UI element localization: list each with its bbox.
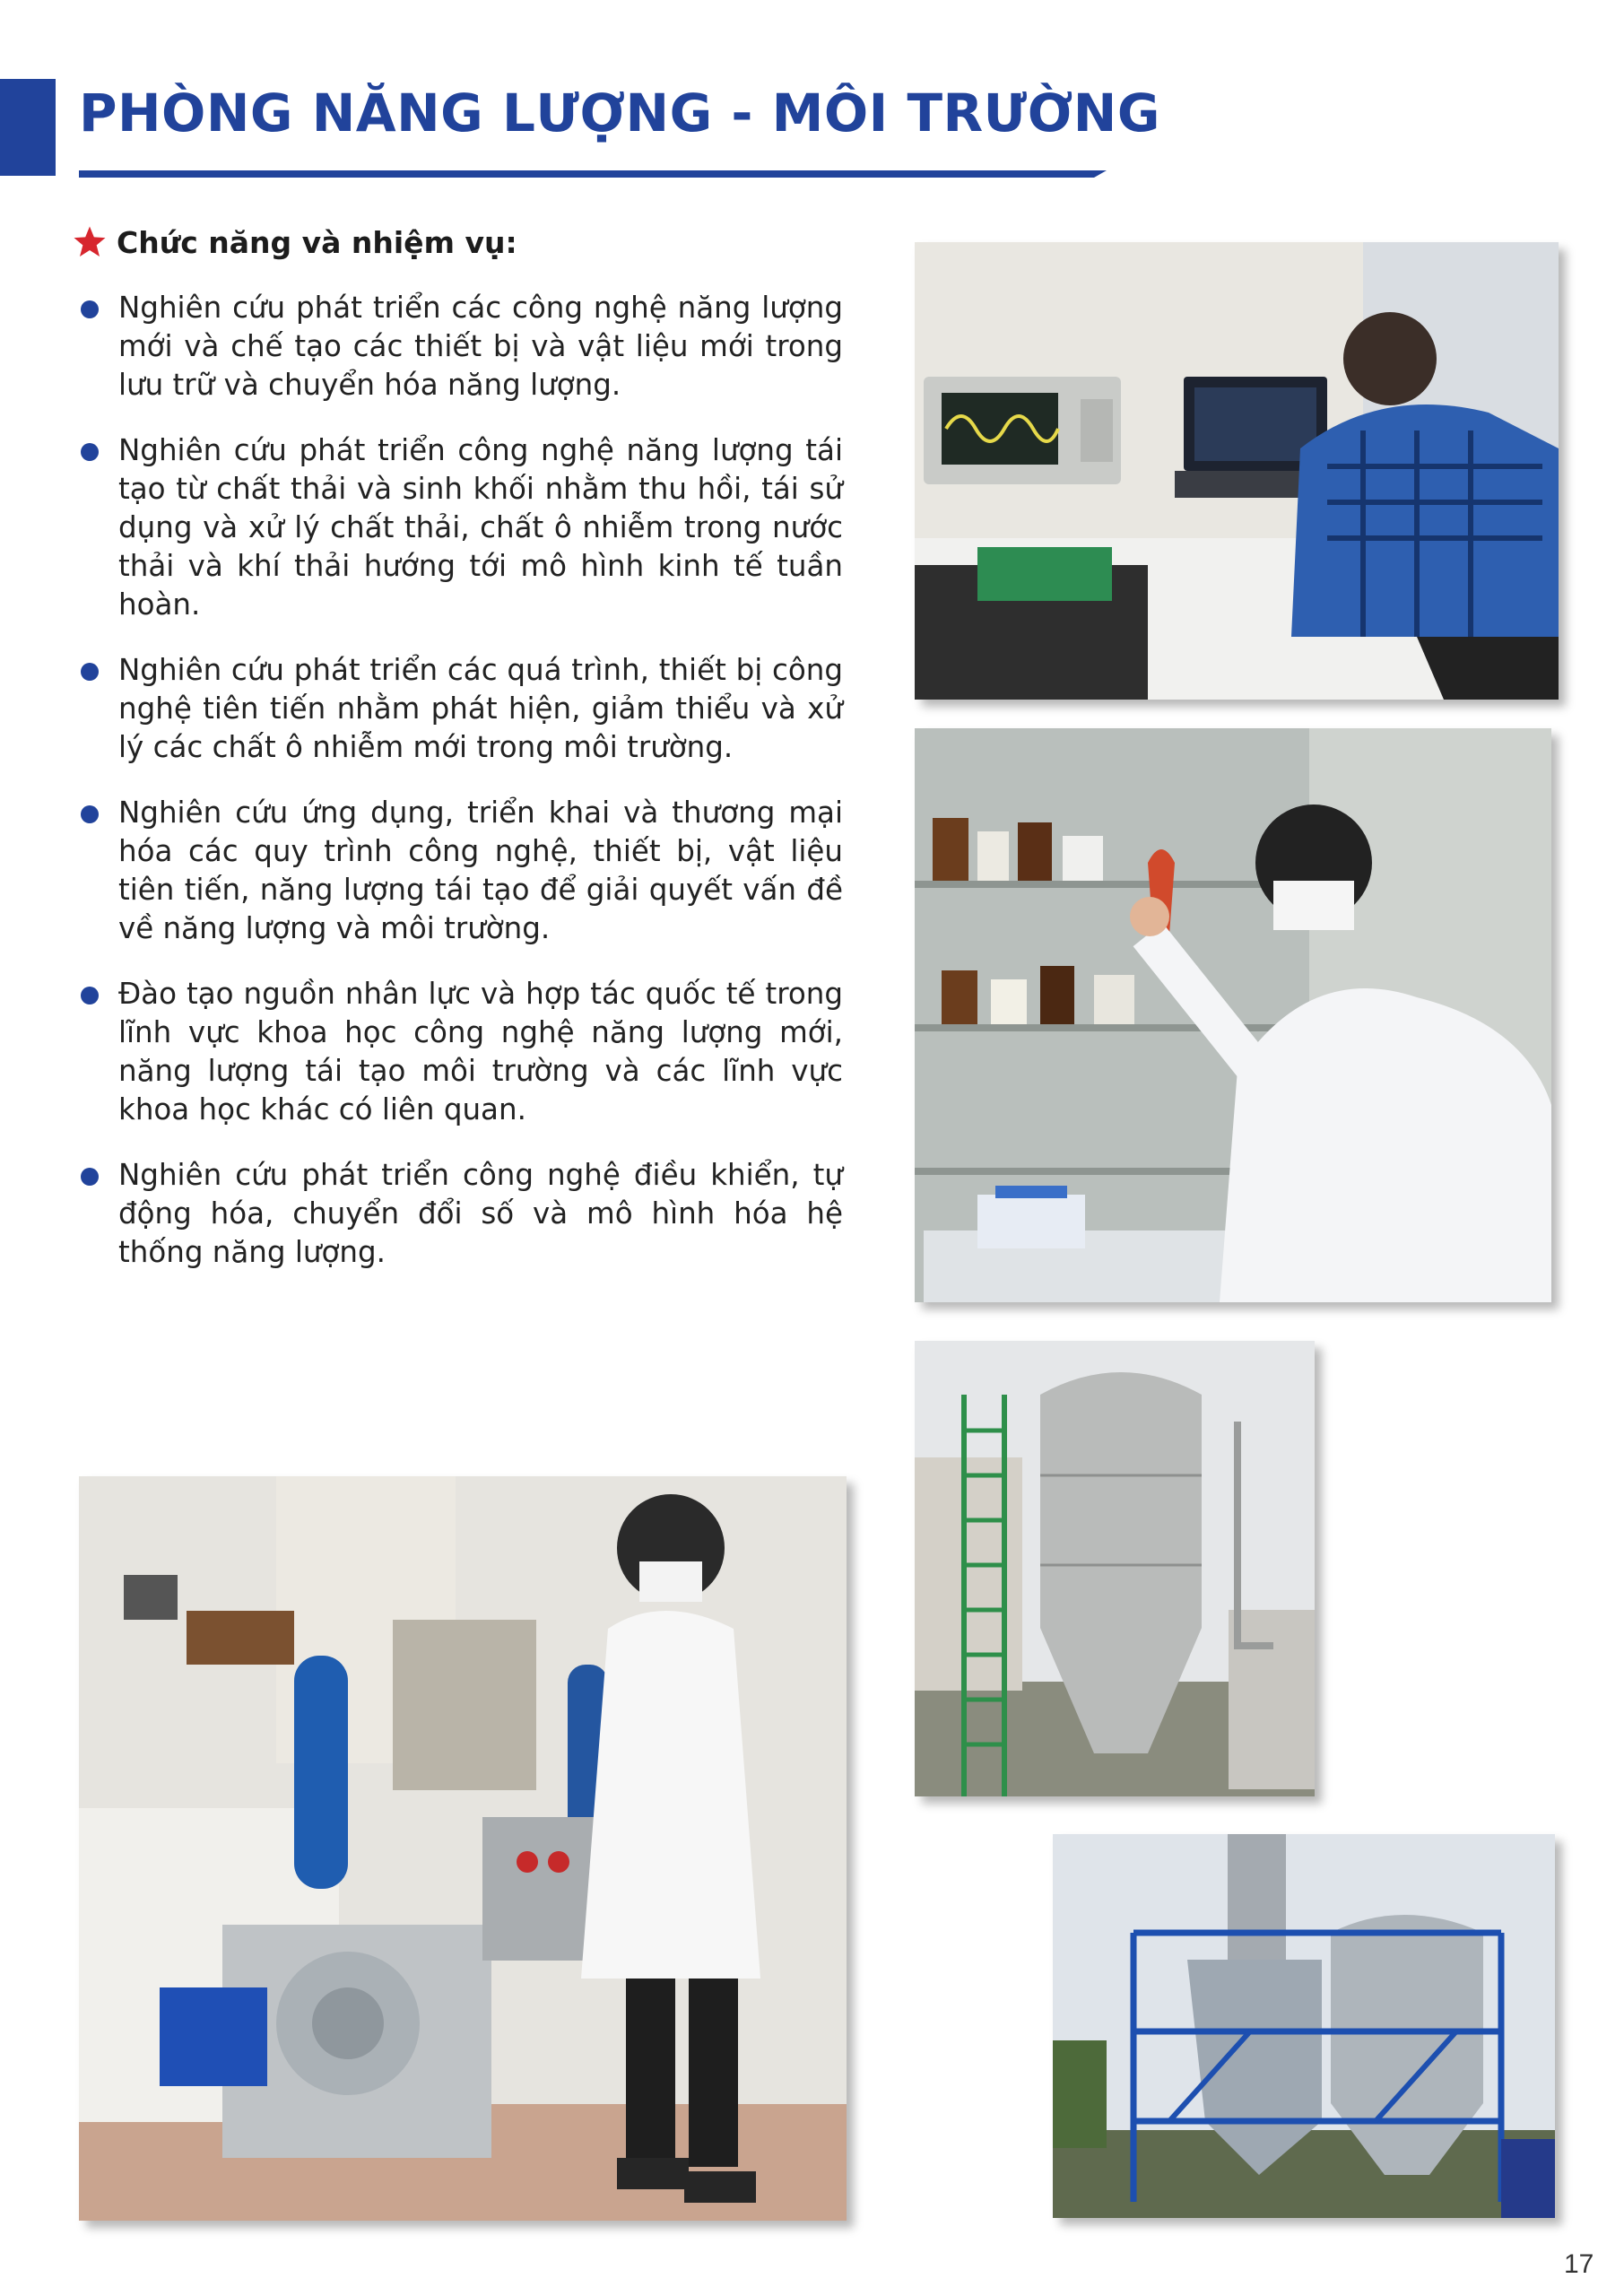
photo-treatment-system [1053, 1834, 1555, 2218]
list-item-text: Đào tạo nguồn nhân lực và hợp tác quốc tế trong lĩnh vực khoa học công nghệ năng lượng mới, năng lượng tái tạo môi trường và các lĩnh vực khoa học khác có liên quan. [118, 977, 843, 1126]
photo-chemistry-lab [915, 728, 1551, 1302]
title-underline [79, 165, 1107, 179]
list-item [79, 431, 843, 624]
list-item-text: Nghiên cứu phát triển các công nghệ năng lượng mới và chế tạo các thiết bị và vật liệu mới trong lưu trữ và chuyển hóa năng lượng. [118, 291, 843, 402]
list-item-text: Nghiên cứu phát triển công nghệ năng lượng tái tạo từ chất thải và sinh khối nhằm thu hồi, tái sử dụng và xử lý chất thải, chất ô nhiễm trong nước thải và khí thải hướng tới mô hình kinh tế tuần hoàn. [118, 433, 843, 622]
bullet-dot-icon [81, 987, 99, 1004]
list-item [79, 794, 843, 948]
list-item-text: Nghiên cứu ứng dụng, triển khai và thương mại hóa các quy trình công nghệ, thiết bị, vật liệu tiên tiến, năng lượng tái tạo để giải quyết vấn đề về năng lượng và môi trường. [118, 796, 843, 945]
title-accent-bar [0, 79, 56, 176]
duties-list [79, 289, 843, 1299]
photo-electronics-lab [915, 242, 1559, 700]
photo-pilot-equipment [79, 1476, 847, 2221]
section-heading [72, 224, 517, 260]
list-item [79, 289, 843, 404]
page-number: 17 [1564, 2249, 1594, 2279]
photo-stainless-tank [915, 1341, 1315, 1796]
list-item-text: Nghiên cứu phát triển các quá trình, thiết bị công nghệ tiên tiến nhằm phát hiện, giảm thiểu và xử lý các chất ô nhiễm mới trong môi trường. [118, 653, 843, 764]
bullet-dot-icon [81, 443, 99, 461]
star-icon [72, 224, 108, 260]
bullet-dot-icon [81, 663, 99, 681]
bullet-dot-icon [81, 1168, 99, 1186]
list-item [79, 1156, 843, 1272]
list-item-text: Nghiên cứu phát triển công nghệ điều khiển, tự động hóa, chuyển đổi số và mô hình hóa hệ thống năng lượng. [118, 1158, 843, 1269]
list-item [79, 651, 843, 767]
bullet-dot-icon [81, 805, 99, 823]
section-heading-text: Chức năng và nhiệm vụ: [117, 224, 517, 260]
list-item [79, 975, 843, 1129]
bullet-dot-icon [81, 300, 99, 318]
page-title: PHÒNG NĂNG LƯỢNG - MÔI TRƯỜNG [79, 83, 1160, 144]
